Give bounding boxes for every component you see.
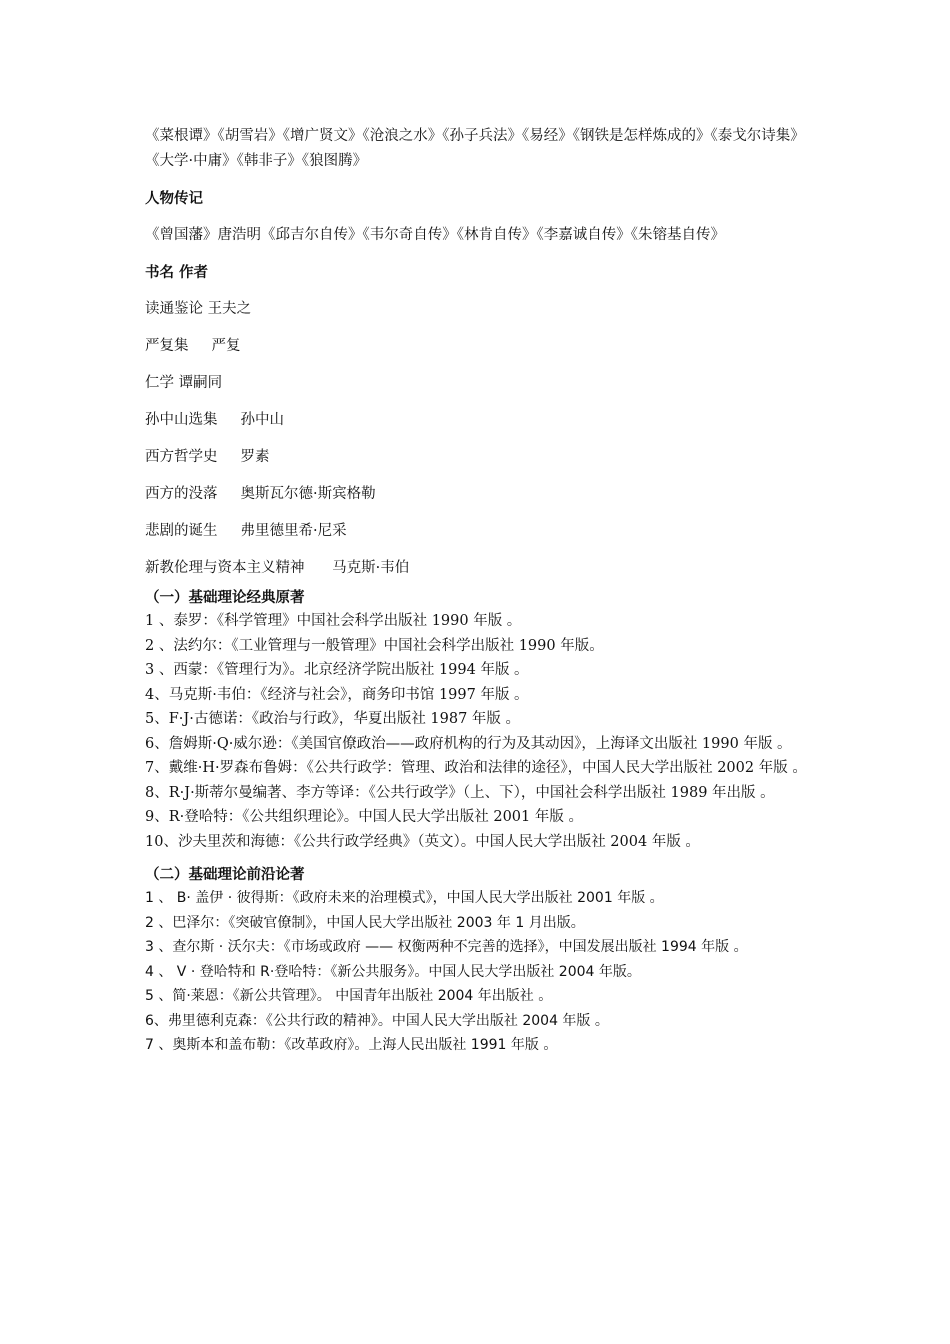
book-author-pair: 孙中山选集 孙中山 — [145, 412, 285, 428]
section1-item: 6、詹姆斯·Q·威尔逊：《美国官僚政治——政府机构的行为及其动因》，上海译文出版社 1990 年版 。 — [145, 735, 792, 752]
book-author-pair: 严复集 严复 — [145, 338, 241, 354]
biography-heading: 人物传记 — [145, 190, 203, 207]
section1-item: 4、马克斯·韦伯：《经济与社会》，商务印书馆 1997 年版 。 — [145, 686, 529, 703]
document-body — [145, 124, 810, 1058]
section2-item: 1 、 B· 盖伊 · 彼得斯：《政府未来的治理模式》，中国人民大学出版社 2001 年版 。 — [145, 890, 664, 906]
section2-item: 2 、巴泽尔：《突破官僚制》，中国人民大学出版社 2003 年 1 月出版。 — [145, 914, 585, 931]
book-author-pair: 西方的没落 奥斯瓦尔德·斯宾格勒 — [145, 486, 376, 502]
section2-item: 5 、简·莱恩：《新公共管理》。 中国青年出版社 2004 年出版社 。 — [145, 988, 553, 1004]
section2-item: 3 、查尔斯 · 沃尔夫：《市场或政府 —— 权衡两种不完善的选择》，中国发展出版社 1994 年版 。 — [145, 939, 748, 955]
book-author-pair: 读通鉴论 王夫之 — [145, 301, 252, 317]
biography-book-list: 《曾国藩》唐浩明《邱吉尔自传》《韦尔奇自传》《林肯自传》《李嘉诚自传》《朱镕基自传》 — [145, 227, 725, 243]
section1-item: 1 、泰罗：《科学管理》中国社会科学出版社 1990 年版 。 — [145, 613, 522, 629]
section1-title: （一）基础理论经典原著 — [145, 589, 305, 606]
intro-book-list: 《菜根谭》《胡雪岩》《增广贤文》《沧浪之水》《孙子兵法》《易经》《钢铁是怎样炼成的》《泰戈尔诗集》《大学·中庸》《韩非子》《狼图腾》 — [145, 128, 805, 169]
section1-item: 8、R·J·斯蒂尔曼编著、李方等译：《公共行政学》（上、下），中国社会科学出版社 1989 年出版 。 — [145, 784, 775, 801]
book-author-pair: 悲剧的诞生 弗里德里希·尼采 — [145, 523, 347, 539]
section2-item: 6、弗里德利克森：《公共行政的精神》。中国人民大学出版社 2004 年版 。 — [145, 1012, 609, 1029]
section1-item: 5、F·J·古德诺：《政治与行政》，华夏出版社 1987 年版 。 — [145, 711, 521, 727]
section1-item: 10、沙夫里茨和海德：《公共行政学经典》（英文）。中国人民大学出版社 2004 年版 。 — [145, 833, 700, 850]
section1-item: 2 、法约尔：《工业管理与一般管理》中国社会科学出版社 1990 年版。 — [145, 637, 604, 654]
section2-item: 4 、 V · 登哈特和 R·登哈特：《新公共服务》。中国人民大学出版社 2004 年版。 — [145, 963, 641, 980]
section1-item: 3 、西蒙：《管理行为》。北京经济学院出版社 1994 年版 。 — [145, 662, 529, 678]
book-author-pair: 仁学 谭嗣同 — [145, 375, 223, 391]
book-author-pair: 西方哲学史 罗素 — [145, 449, 270, 465]
section1-item: 7、戴维·H·罗森布鲁姆：《公共行政学：管理、政治和法律的途径》，中国人民大学出版社 2002 年版 。 — [145, 760, 807, 776]
table-header: 书名 作者 — [145, 264, 209, 281]
book-author-pair: 新教伦理与资本主义精神 马克斯·韦伯 — [145, 560, 410, 576]
section2-title: （二）基础理论前沿论著 — [145, 866, 305, 883]
section1-item: 9、R·登哈特：《公共组织理论》。中国人民大学出版社 2001 年版 。 — [145, 809, 583, 825]
section2-item: 7 、奥斯本和盖布勒：《改革政府》。上海人民出版社 1991 年版 。 — [145, 1037, 558, 1053]
